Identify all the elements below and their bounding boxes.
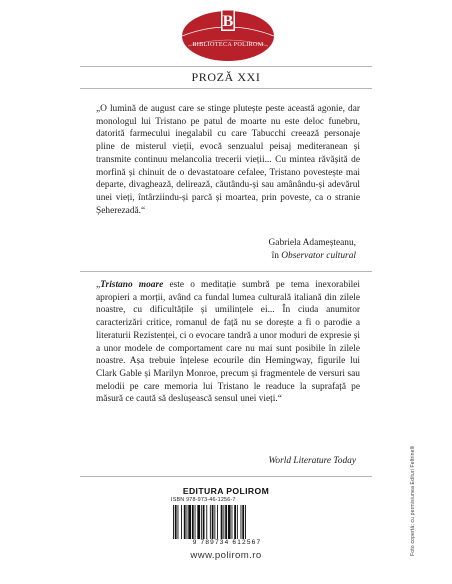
- barcode-icon: [171, 505, 283, 543]
- logo-label: BIBLIOTECA POLIROM: [192, 41, 264, 48]
- barcode-number: 9 789734 612567: [171, 539, 283, 546]
- quote-2-source: [268, 455, 356, 468]
- review-quote-2: [96, 279, 360, 406]
- quote-2-source-name: World Literature Today: [268, 456, 356, 466]
- quote-1-author: Gabriela Adameșteanu,: [268, 238, 356, 248]
- quote-2-open: „: [96, 280, 101, 290]
- quotes-divider: [80, 271, 372, 272]
- book-logo-icon: [180, 6, 276, 62]
- review-quote-1: „O lumină de august care se stinge plutește peste această agonie, dar monologul lui Tristano pe patul de moarte nu este deloc funebru, datorită farmecului inegalabil cu care Tabucchi creează personaje pline de misterul vieții, evocă senzualul peisaj mediteranean și transmite continuu melancolia trecerii vieții... Cu mintea răvășită de morfină și chinuit de o devastatoare cefalee, Tristano povestește mai departe, divaghează, delirează, căutându-și sau amânându-și adevărul unei vieți, întârziindu-și parcă și moartea, prin poveste, ca o stranie Șeherezadă.“: [96, 104, 360, 216]
- publisher-name: EDITURA POLIROM: [182, 486, 270, 496]
- top-divider: [80, 66, 372, 67]
- isbn: ISBN 978-973-46-1256-7: [171, 497, 236, 503]
- quote-1-source: [272, 250, 356, 263]
- series-title: PROZĂ XXI: [191, 70, 261, 84]
- quote-1-source-prefix: în: [271, 251, 279, 261]
- publisher-website: www.polirom.ro: [190, 550, 262, 561]
- series-divider: [80, 88, 372, 89]
- quote-2-body: este o meditație sumbră pe tema inexorabilei apropieri a morții, având ca fundal lumea culturală italiană din zilele noastre, cu dificultățile și umilințele ei... În ciuda anumitor caracterizări critice, romanul de față nu se dorește a fi o parodie a literaturii Rezistenței, ci o evocare tandră a unor moduri de expresie și a unor modele de comportament care nu mai sunt posibile în zilele noastre. Așa trebuie înțelese ecourile din Hemingway, figurile lui Clark Gable și Marilyn Monroe, precum și fragmentele de versuri sau melodii pe care memoria lui Tristano le readuce la suprafață pe măsură ce caută să deslușească sensul unei vieți.“: [96, 280, 361, 405]
- svg-text:B: B: [222, 13, 234, 30]
- book-title: Tristano moare: [100, 280, 164, 290]
- quote-1-source-name: Observator cultural: [281, 251, 356, 261]
- publisher-logo: [180, 6, 276, 62]
- photo-credit: Foto copertă: cu permisiunea Edituri Feltrinelli: [410, 445, 416, 556]
- bottom-divider: [80, 476, 372, 477]
